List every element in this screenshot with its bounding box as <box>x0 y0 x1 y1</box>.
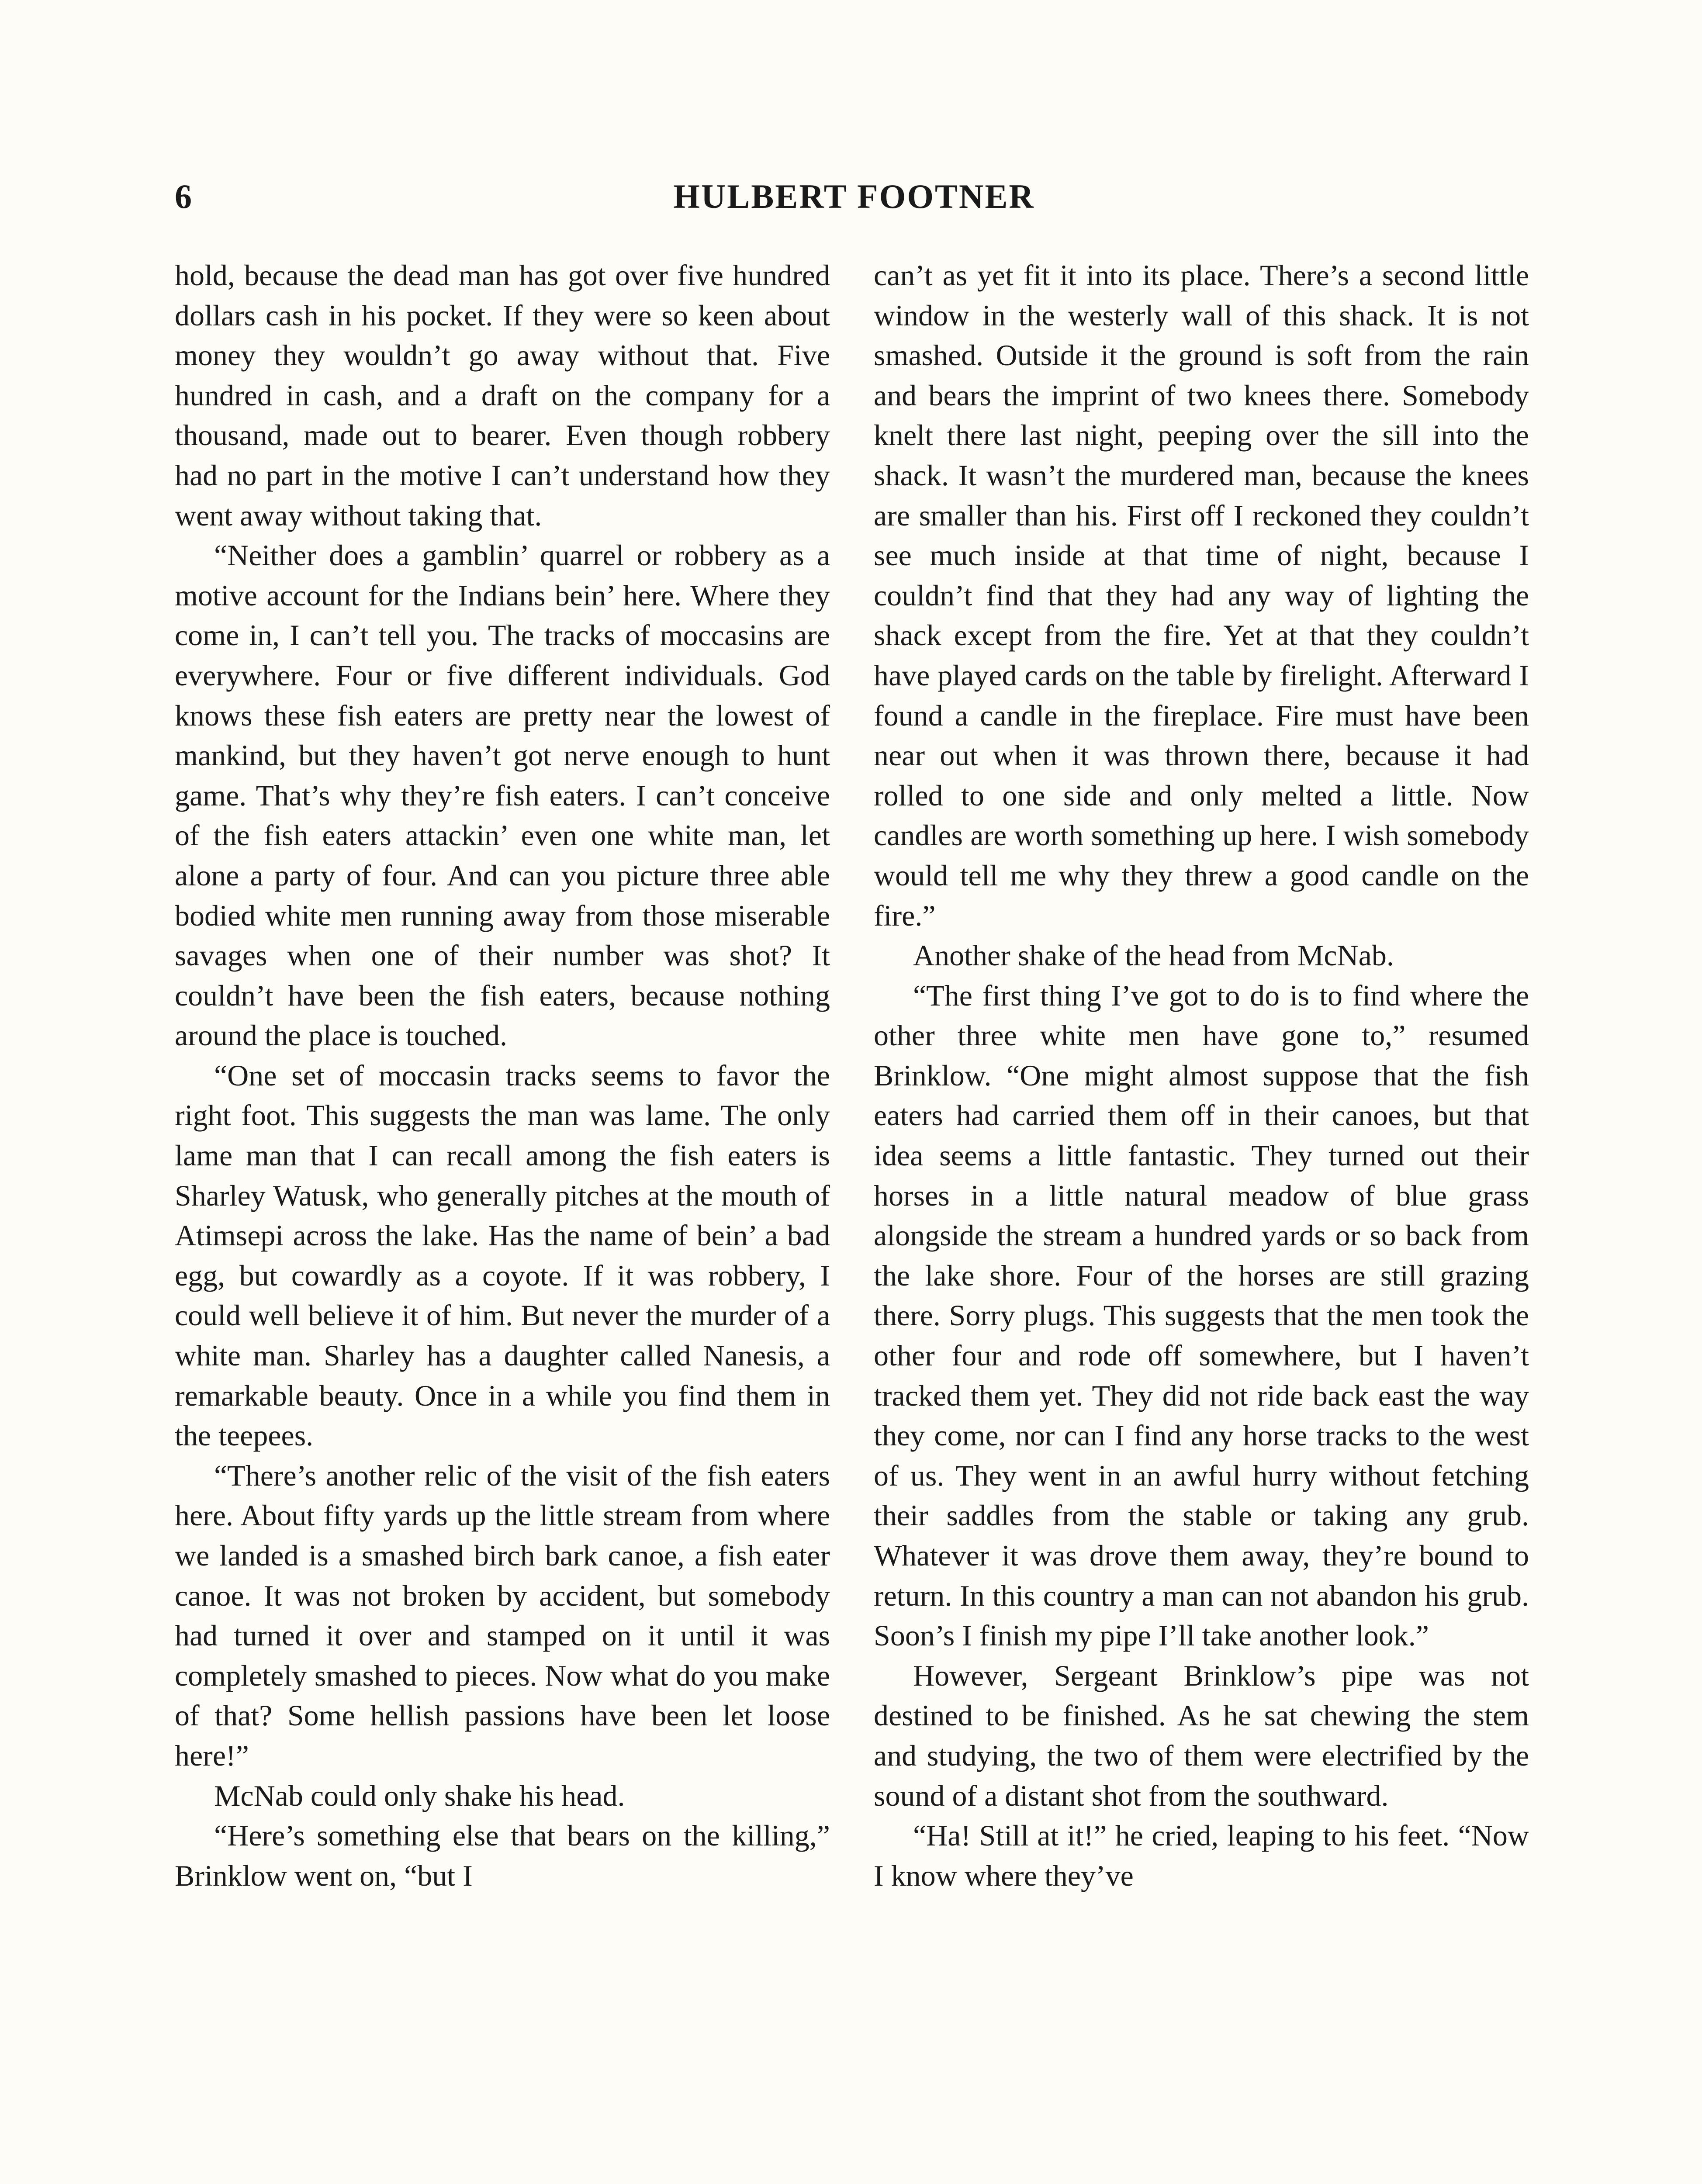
paragraph: Another shake of the head from McNab. <box>913 939 1394 972</box>
paragraph: “One set of moccasin tracks seems to favor the right foot. This suggests the man was lame. The only lame man that I can recall among the fish eaters is Sharley Watusk, who generally pitches at the mouth of Atimsepi across the lake. Has the name of bein’ a bad egg, but cowardly as a coyote. If it was robbery, I could well believe it of him. But never the murder of a white man. Sharley has a daughter called Nanesis, a remarkable beauty. Once in a while you find them in the teepees. <box>175 1058 830 1452</box>
paragraph: “Here’s something else that bears on the killing,” Brinklow went on, “but I <box>175 1819 830 1892</box>
paragraph: However, Sergeant Brinklow’s pipe was not destined to be finished. As he sat chewing the stem and studying, the two of them were electrified by the sound of a distant shot from the southward. <box>874 1659 1529 1812</box>
right-column <box>874 256 1529 1896</box>
paragraph: “Neither does a gamblin’ quarrel or robbery as a motive account for the Indians bein’ here. Where they come in, I can’t tell you. The tracks of moccasins are everywhere. Four or five different individuals. God knows these fish eaters are pretty near the lowest of mankind, but they haven’t got nerve enough to hunt game. That’s why they’re fish eaters. I can’t conceive of the fish eaters attackin’ even one white man, let alone a party of four. And can you picture three able bodied white men running away from those miserable savages when one of their number was shot? It couldn’t have been the fish eaters, because nothing around the place is touched. <box>175 539 830 1052</box>
page-number: 6 <box>175 177 192 215</box>
paragraph: “The first thing I’ve got to do is to find where the other three white men have gone to,” resumed Brinklow. “One might almost suppose that the fish eaters had carried them off in their canoes, but that idea seems a little fantastic. They turned out their horses in a little natural meadow of blue grass alongside the stream a hundred yards or so back from the lake shore. Four of the horses are still grazing there. Sorry plugs. This suggests that the men took the other four and rode off somewhere, but I haven’t tracked them yet. They did not ride back east the way they come, nor can I find any horse tracks to the west of us. They went in an awful hurry without fetching their saddles from the stable or taking any grub. Whatever it was drove them away, they’re bound to return. In this country a man can not abandon his grub. Soon’s I finish my pipe I’ll take another look.” <box>874 978 1529 1652</box>
paragraph: hold, because the dead man has got over five hundred dollars cash in his pocket. If they were so keen about money they wouldn’t go away without that. Five hundred in cash, and a draft on the company for a thousand, made out to bearer. Even though robbery had no part in the motive I can’t understand how they went away without taking that. <box>175 259 830 532</box>
running-head <box>175 173 1533 221</box>
paragraph: “Ha! Still at it!” he cried, leaping to his feet. “Now I know where they’ve <box>874 1819 1529 1892</box>
paragraph: “There’s another relic of the visit of the fish eaters here. About fifty yards up the little stream from where we landed is a smashed birch bark canoe, a fish eater canoe. It was not broken by accident, but somebody had turned it over and stamped on it until it was completely smashed to pieces. Now what do you make of that? Some hellish passions have been let loose here!” <box>175 1458 830 1772</box>
paragraph: McNab could only shake his head. <box>214 1779 625 1812</box>
running-title: HULBERT FOOTNER <box>673 177 1035 215</box>
paragraph: can’t as yet fit it into its place. There’s a second little window in the westerly wall of this shack. It is not smashed. Outside it the ground is soft from the rain and bears the imprint of two knees there. Somebody knelt there last night, peeping over the sill into the shack. It wasn’t the murdered man, because the knees are smaller than his. First off I reckoned they couldn’t see much inside at that time of night, because I couldn’t find that they had any way of lighting the shack except from the fire. Yet at that they couldn’t have played cards on the table by firelight. Afterward I found a candle in the fireplace. Fire must have been near out when it was thrown there, because it had rolled to one side and only melted a little. Now candles are worth something up here. I wish somebody would tell me why they threw a good candle on the fire.” <box>874 259 1529 932</box>
left-column <box>175 256 830 1896</box>
